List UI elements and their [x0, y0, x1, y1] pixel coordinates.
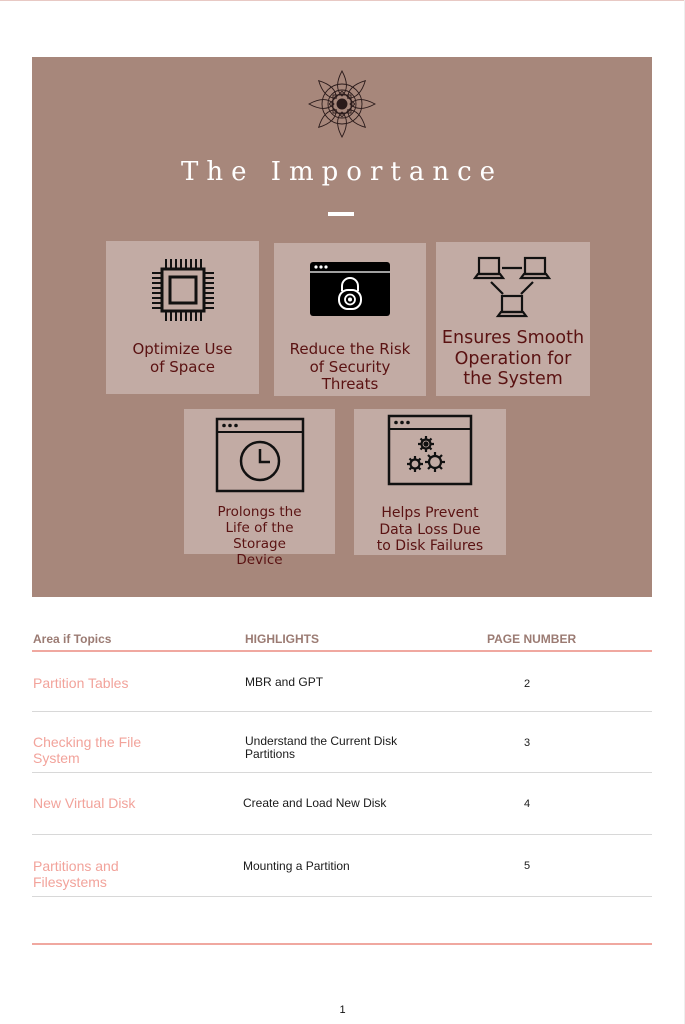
column-header-page: PAGE NUMBER: [487, 632, 577, 646]
table-bottom-divider: [32, 943, 652, 945]
browser-gears-icon: [387, 414, 473, 486]
row-highlight: Mounting a Partition: [243, 859, 350, 873]
card-label: Helps Prevent Data Loss Due to Disk Failures: [376, 505, 484, 555]
header-divider: [32, 650, 652, 652]
card-label: Prolongs the Life of the Storage Device: [217, 504, 302, 568]
card-label: Ensures Smooth Operation for the System: [441, 328, 585, 390]
row-page: 5: [524, 860, 531, 872]
row-highlight: Create and Load New Disk: [243, 796, 387, 810]
page-top-border: [0, 0, 685, 1]
cpu-chip-icon: [148, 255, 218, 325]
card-label: Optimize Use of Space: [132, 340, 233, 376]
card-optimize-space: [106, 241, 259, 394]
row-page: 2: [524, 678, 531, 690]
card-prolongs-life: [184, 409, 335, 568]
card-security-threats: [274, 243, 426, 396]
row-divider: [32, 896, 652, 897]
row-topic: New Virtual Disk: [33, 795, 136, 811]
row-highlight: Understand the Current Disk Partitions: [245, 734, 398, 761]
row-divider: [32, 834, 652, 835]
title-underline: [328, 212, 354, 216]
browser-clock-icon: [215, 417, 305, 493]
row-page: 4: [524, 798, 531, 810]
importance-panel: [32, 57, 652, 597]
row-highlight: MBR and GPT: [245, 675, 324, 689]
row-divider: [32, 711, 652, 712]
row-topic: Partitions and Filesystems: [33, 858, 119, 890]
card-prevent-data-loss: [354, 409, 506, 555]
card-label: Reduce the Risk of Security Threats: [289, 340, 411, 394]
mandala-ornament-icon: [307, 69, 377, 139]
row-divider: [32, 772, 652, 773]
row-topic: Checking the File System: [33, 734, 142, 766]
row-topic: Partition Tables: [33, 675, 129, 691]
browser-lock-icon: [309, 261, 391, 317]
row-page: 3: [524, 737, 531, 749]
card-smooth-operation: [436, 242, 590, 396]
page-number: 1: [339, 1004, 346, 1016]
hero-title: The Importance: [180, 157, 504, 187]
column-header-highlights: HIGHLIGHTS: [245, 632, 319, 646]
network-computers-icon: [473, 254, 553, 324]
column-header-topics: Area if Topics: [33, 632, 112, 646]
